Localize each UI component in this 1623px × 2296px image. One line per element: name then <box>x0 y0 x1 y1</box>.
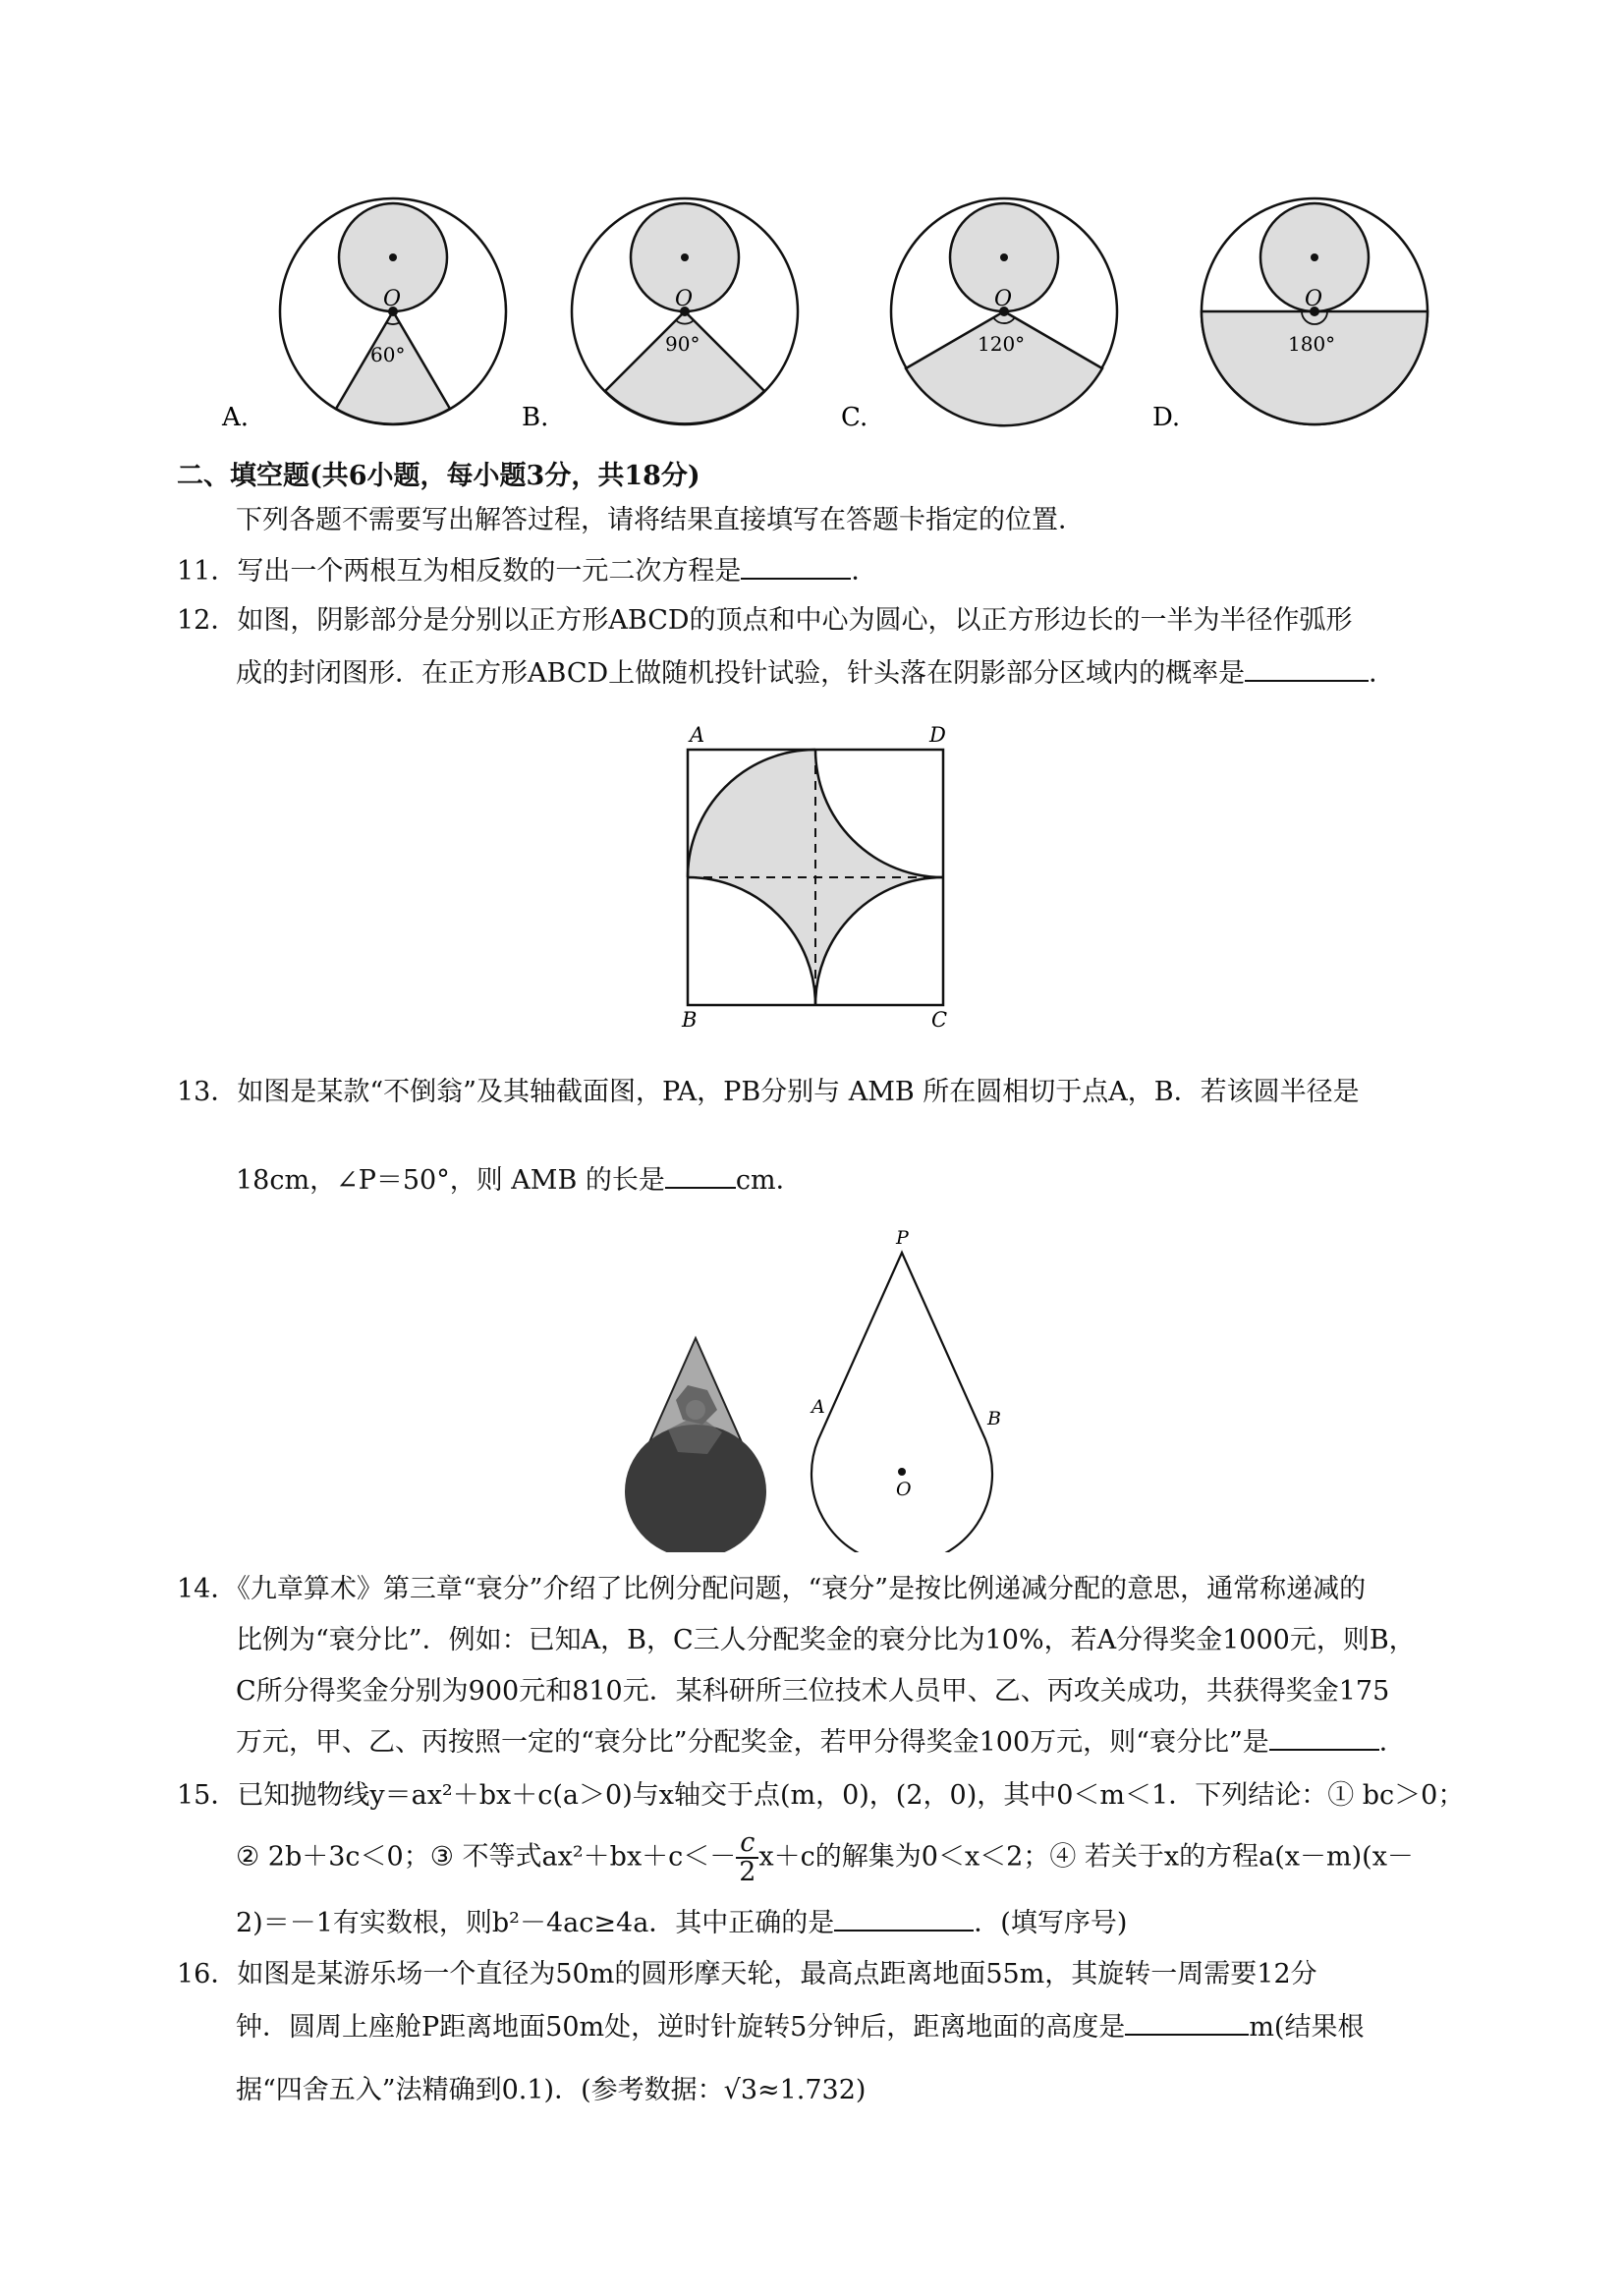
tumbler-figure <box>589 1218 1041 1552</box>
question-number: 11． <box>177 556 238 587</box>
square-figure <box>668 712 963 1032</box>
question-16-line2: 钟．圆周上座舱P距离地面50m处，逆时针旋转5分钟后，距离地面的高度是 m(结果根 <box>236 2008 1364 2047</box>
option-b-figure <box>572 198 798 424</box>
option-c-label: C. <box>841 403 868 432</box>
question-12-line2: 成的封闭图形．在正方形ABCD上做随机投针试验，针头落在阴影部分区域内的概率是 ． <box>236 654 1395 694</box>
vertex-a-label: A <box>690 723 705 747</box>
options-figure <box>0 0 1623 452</box>
question-16 <box>177 1955 1317 1994</box>
vertex-b-label: B <box>682 1008 698 1032</box>
question-text-line1: 如图，阴影部分是分别以正方形ABCD的顶点和中心为圆心，以正方形边长的一半为半径作弧形 <box>237 605 1353 636</box>
question-15-line3: 2)＝－1有实数根，则b²－4ac≥4a．其中正确的是 ．(填写序号) <box>236 1904 1127 1943</box>
option-b-label: B. <box>522 403 549 432</box>
section-heading: 二、填空题(共6小题，每小题3分，共18分) <box>177 461 700 491</box>
point-b-label: B <box>987 1408 1001 1429</box>
vertex-c-label: C <box>931 1008 948 1032</box>
teardrop-diagram <box>812 1253 992 1552</box>
option-b-angle: 90° <box>665 332 700 356</box>
center-o-label: O <box>896 1479 912 1500</box>
question-number: 14． <box>177 1574 238 1604</box>
question-14 <box>177 1570 1366 1609</box>
question-15 <box>177 1776 1464 1816</box>
answer-blank[interactable] <box>834 1904 974 1932</box>
option-c-center-label: O <box>994 287 1013 311</box>
option-a-figure <box>280 198 506 424</box>
option-c-angle: 120° <box>978 332 1026 356</box>
question-number: 12． <box>177 605 238 636</box>
option-c-figure <box>891 198 1117 425</box>
question-text: 写出一个两根互为相反数的一元二次方程是 <box>237 556 742 587</box>
tumbler-photo <box>625 1338 766 1552</box>
question-14-line4: 万元，甲、乙、丙按照一定的“衰分比”分配奖金，若甲分得奖金100万元，则“衰分比”是 ． <box>236 1723 1406 1763</box>
point-a-label: A <box>812 1396 825 1418</box>
fraction-c-over-2: $\frac{c}{2}$ <box>736 1829 758 1886</box>
question-14-line3: C所分得奖金分别为900元和810元．某科研所三位技术人员甲、乙、丙攻关成功，共获得奖金175 <box>236 1676 1390 1707</box>
option-d-angle: 180° <box>1288 332 1336 356</box>
option-a-angle: 60° <box>370 343 406 366</box>
section-instruction: 下列各题不需要写出解答过程，请将结果直接填写在答题卡指定的位置． <box>236 505 1085 535</box>
question-text-line1: 如图是某款“不倒翁”及其轴截面图，PA，PB分别与 AMB 所在圆相切于点A，B．若该圆半径是 <box>237 1077 1360 1107</box>
question-16-line3: 据“四舍五入”法精确到0.1)．(参考数据：√3≈1.732) <box>236 2075 867 2105</box>
question-14-line2: 比例为“衰分比”．例如：已知A，B，C三人分配奖金的衰分比为10%，若A分得奖金1000元，则B， <box>236 1625 1416 1655</box>
option-d-label: D. <box>1152 403 1181 432</box>
question-11: 11．写出一个两根互为相反数的一元二次方程是 ． <box>177 552 877 591</box>
answer-blank[interactable] <box>1245 654 1369 682</box>
question-number: 16． <box>177 1959 238 1989</box>
option-a-label: A. <box>222 403 250 432</box>
question-15-line2: ② 2b＋3c＜0；③ 不等式ax²＋bx＋c＜－ $\frac{c}{2}$ x＋c的解集为0＜x＜2；④ 若关于x的方程a(x－m)(x－ <box>236 1827 1414 1887</box>
question-12 <box>177 601 1353 641</box>
answer-blank[interactable] <box>1269 1723 1379 1751</box>
answer-blank[interactable] <box>665 1161 736 1189</box>
question-number: 15． <box>177 1780 238 1811</box>
question-text-line1: 《九章算术》第三章“衰分”介绍了比例分配问题，“衰分”是按比例递减分配的意思，通常称递减的 <box>237 1574 1367 1604</box>
point-p-label: P <box>896 1227 909 1249</box>
question-text-line1: 如图是某游乐场一个直径为50m的圆形摩天轮，最高点距离地面55m，其旋转一周需要12分 <box>237 1959 1317 1989</box>
question-text-line1: 已知抛物线y＝ax²＋bx＋c(a＞0)与x轴交于点(m，0)，(2，0)，其中0＜m＜1．下列结论：① bc＞0； <box>237 1780 1465 1811</box>
question-13 <box>177 1073 1360 1112</box>
answer-blank[interactable] <box>1125 2008 1249 2036</box>
question-13-line2: 18cm，∠P＝50°，则 AMB 的长是 cm． <box>236 1161 803 1201</box>
question-number: 13． <box>177 1077 238 1107</box>
answer-blank[interactable] <box>741 552 851 580</box>
option-d-figure <box>1202 198 1427 424</box>
option-a-center-label: O <box>383 287 402 311</box>
option-d-center-label: O <box>1305 287 1323 311</box>
option-b-center-label: O <box>675 287 694 311</box>
vertex-d-label: D <box>929 723 946 747</box>
